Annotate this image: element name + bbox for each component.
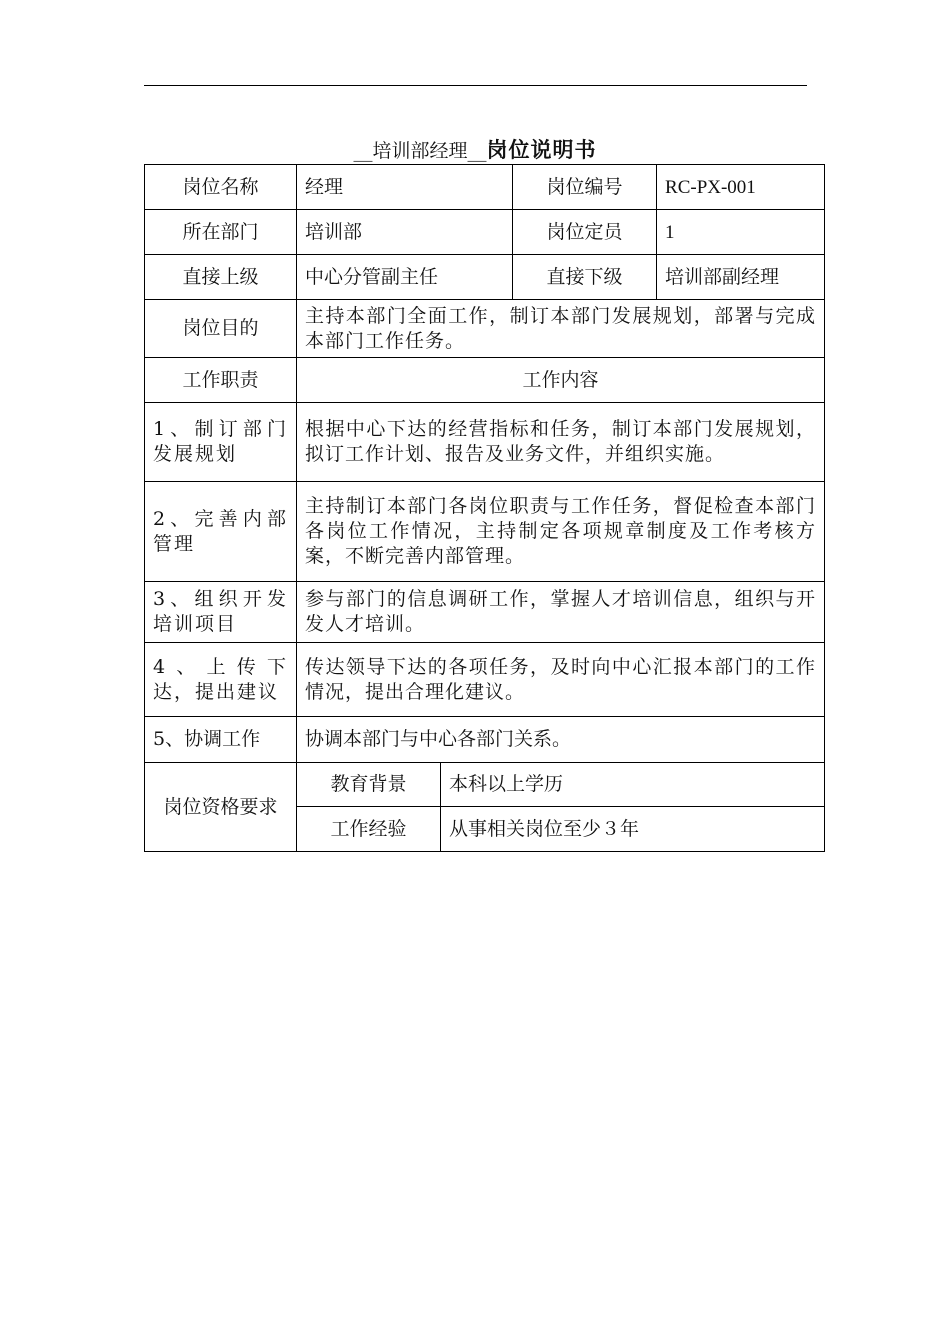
table-row	[145, 582, 825, 643]
subordinate-label: 直接下级	[513, 255, 657, 300]
duty-content: 协调本部门与中心各部门关系。	[297, 717, 825, 763]
table-row	[145, 643, 825, 717]
table-row	[145, 300, 825, 358]
superior-value: 中心分管副主任	[297, 255, 513, 300]
duty-title: 4、上传下达，提出建议	[145, 643, 297, 717]
duty-title: 1、制订部门发展规划	[145, 403, 297, 482]
purpose-value: 主持本部门全面工作，制订本部门发展规划，部署与完成本部门工作任务。	[297, 300, 825, 358]
table-row	[145, 358, 825, 403]
table-row	[145, 763, 825, 807]
position-name-value: 经理	[297, 165, 513, 210]
education-value: 本科以上学历	[441, 763, 825, 807]
duties-header-right: 工作内容	[297, 358, 825, 403]
table-row	[145, 255, 825, 300]
duty-content: 根据中心下达的经营指标和任务，制订本部门发展规划，拟订工作计划、报告及业务文件，并组织实施。	[297, 403, 825, 482]
duty-content: 主持制订本部门各岗位职责与工作任务，督促检查本部门各岗位工作情况，主持制定各项规章制度及工作考核方案，不断完善内部管理。	[297, 482, 825, 582]
headcount-label: 岗位定员	[513, 210, 657, 255]
position-name-label: 岗位名称	[145, 165, 297, 210]
duty-title: 5、协调工作	[145, 717, 297, 763]
table-row	[145, 717, 825, 763]
department-value: 培训部	[297, 210, 513, 255]
qualifications-label: 岗位资格要求	[145, 763, 297, 852]
table-row	[145, 403, 825, 482]
title-document-type: 岗位说明书	[486, 137, 597, 162]
purpose-label: 岗位目的	[145, 300, 297, 358]
title-department: __培训部经理__	[353, 140, 487, 162]
department-label: 所在部门	[145, 210, 297, 255]
superior-label: 直接上级	[145, 255, 297, 300]
position-code-label: 岗位编号	[513, 165, 657, 210]
duty-title: 3、组织开发培训项目	[145, 582, 297, 643]
education-label: 教育背景	[297, 763, 441, 807]
duty-content: 参与部门的信息调研工作，掌握人才培训信息，组织与开发人才培训。	[297, 582, 825, 643]
duty-content: 传达领导下达的各项任务，及时向中心汇报本部门的工作情况，提出合理化建议。	[297, 643, 825, 717]
table-row	[145, 165, 825, 210]
table-row	[145, 482, 825, 582]
headcount-value: 1	[657, 210, 825, 255]
job-description-table	[144, 164, 825, 852]
position-code-value: RC-PX-001	[657, 165, 825, 210]
subordinate-value: 培训部副经理	[657, 255, 825, 300]
table-row	[145, 210, 825, 255]
experience-label: 工作经验	[297, 807, 441, 852]
document-title	[0, 136, 950, 165]
experience-value: 从事相关岗位至少３年	[441, 807, 825, 852]
duties-header-left: 工作职责	[145, 358, 297, 403]
header-rule	[144, 85, 807, 86]
duty-title: 2、完善内部管理	[145, 482, 297, 582]
